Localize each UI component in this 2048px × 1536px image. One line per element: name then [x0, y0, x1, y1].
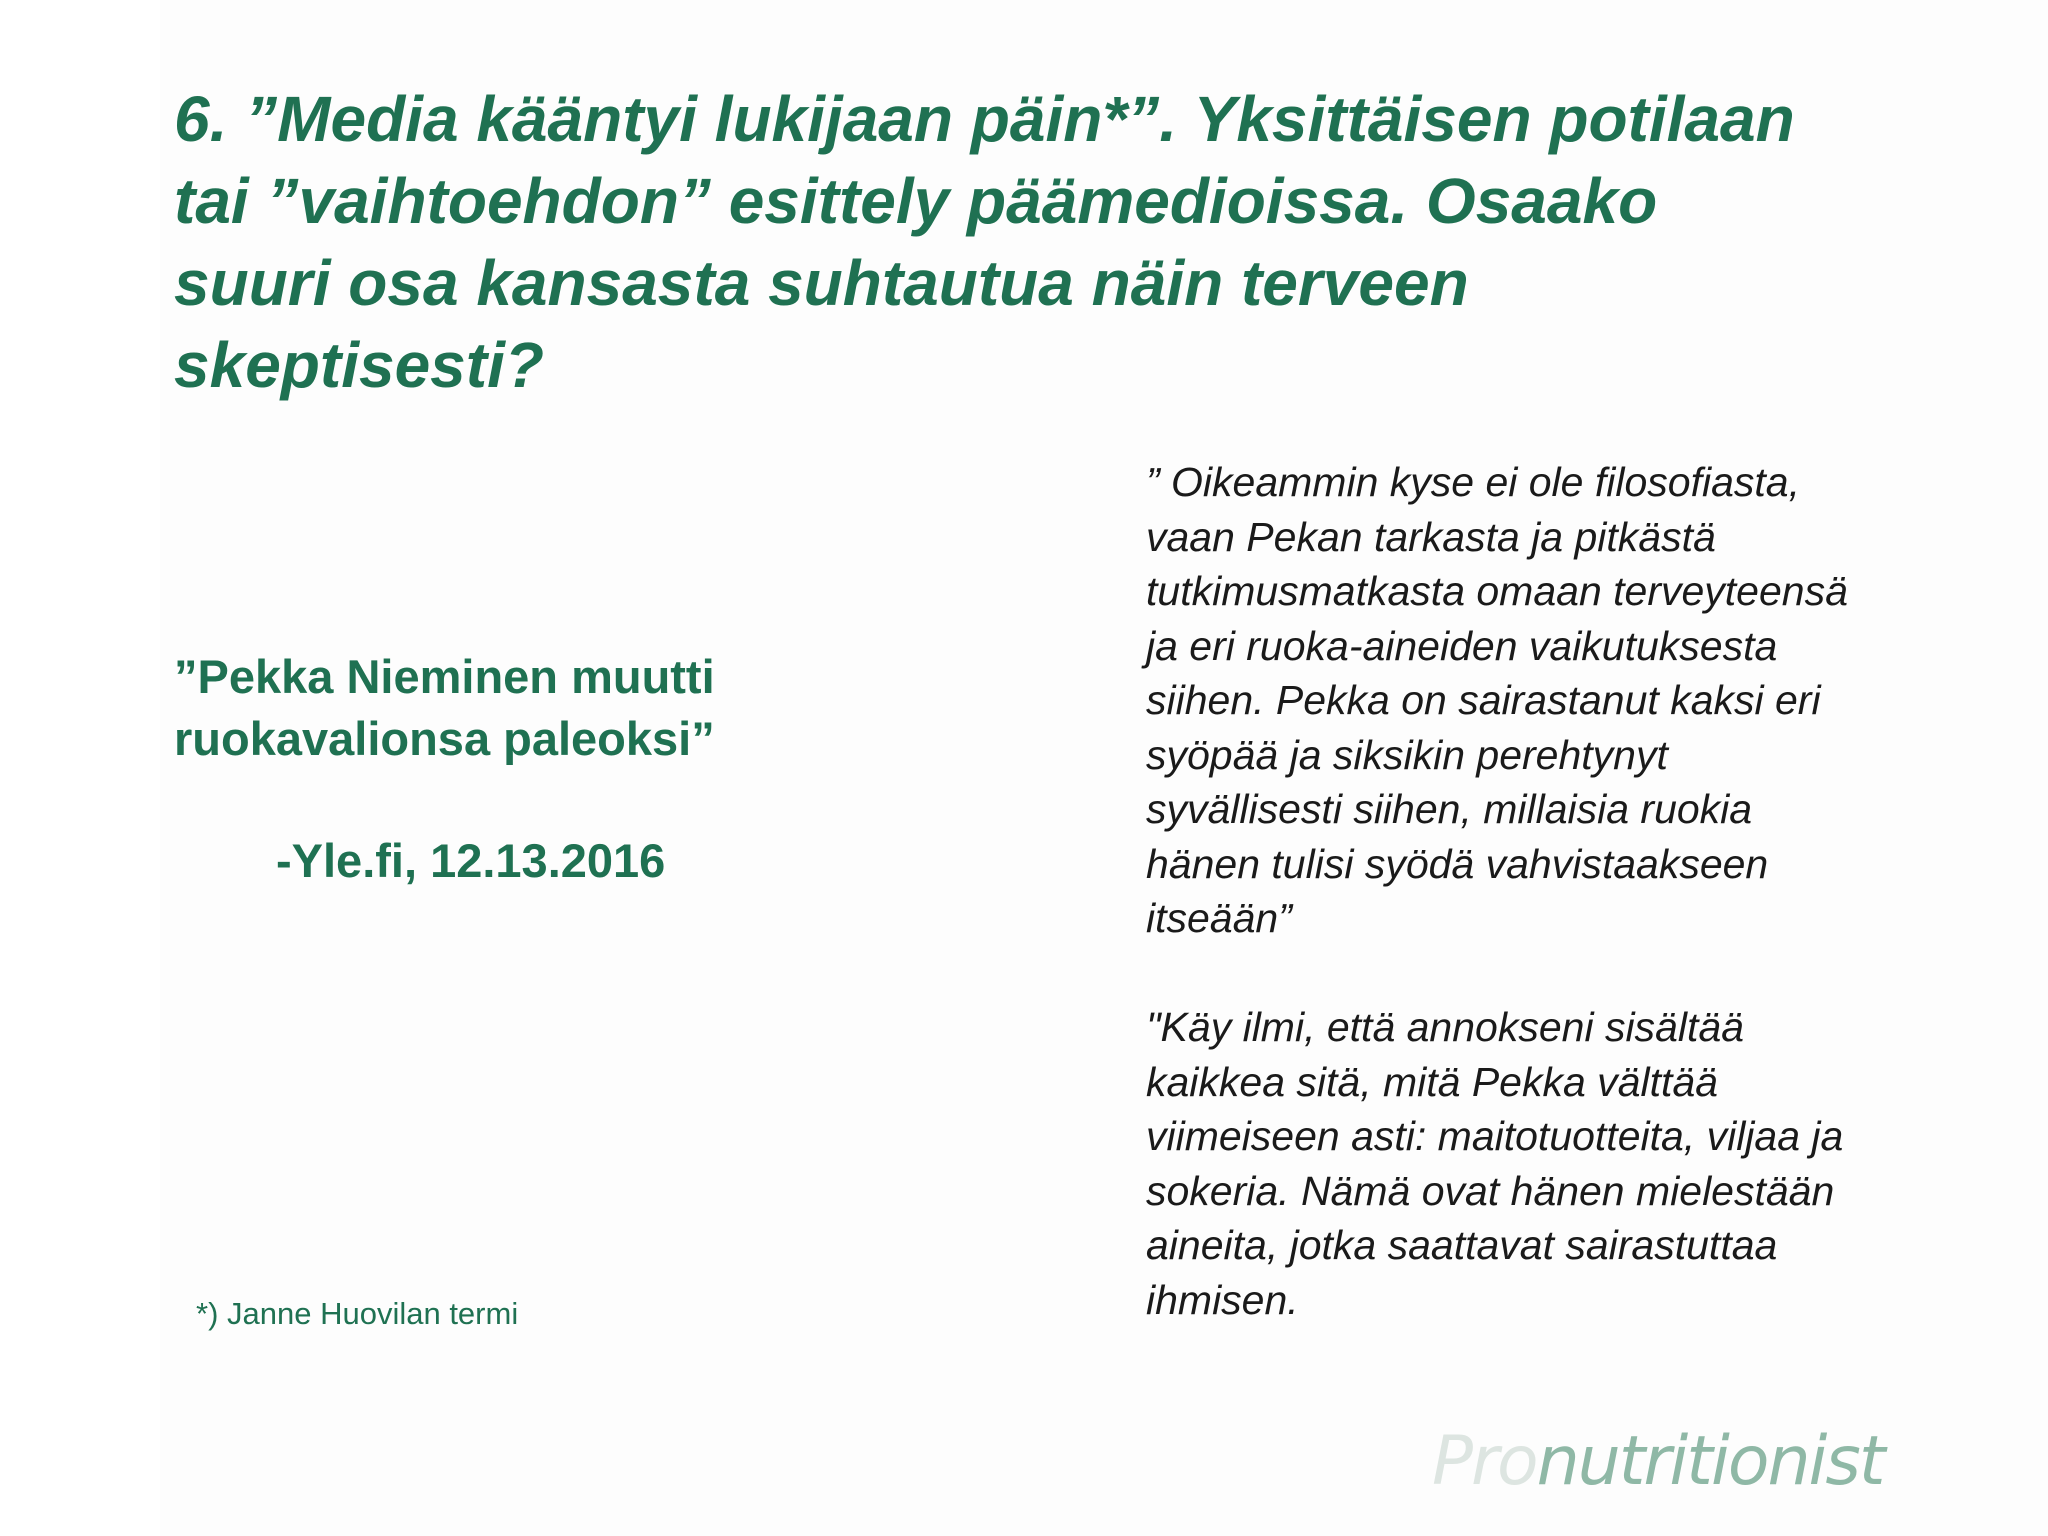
quote-line: hänen tulisi syödä vahvistaakseen — [1146, 840, 1769, 887]
article-headline — [174, 646, 715, 770]
quote-line: ” Oikeammin kyse ei ole filosofiasta, — [1146, 459, 1800, 505]
title-line: skeptisesti? — [174, 329, 544, 401]
quote-line: ja eri ruoka-aineiden vaikutuksesta — [1146, 622, 1778, 669]
title-line: 6. ”Media kääntyi lukijaan päin*”. Yksittäisen potilaan — [174, 83, 1795, 155]
logo-prefix: Pro — [1432, 1422, 1537, 1501]
headline-line: ”Pekka Nieminen muutti — [174, 650, 715, 703]
quote-line: sokeria. Nämä ovat hänen mielestään — [1146, 1167, 1835, 1214]
footnote: *) Janne Huovilan termi — [196, 1296, 519, 1331]
quote-block-2 — [1146, 1000, 1843, 1327]
article-source: -Yle.fi, 12.13.2016 — [276, 834, 666, 887]
quote-line: "Käy ilmi, että annokseni sisältää — [1146, 1004, 1744, 1050]
quote-line: ihmisen. — [1146, 1276, 1299, 1323]
logo-suffix: nutritionist — [1536, 1422, 1884, 1501]
quote-line: aineita, jotka saattavat sairastuttaa — [1146, 1222, 1778, 1268]
quote-line: itseään” — [1146, 895, 1292, 941]
slide-title — [174, 78, 1954, 406]
title-line: suuri osa kansasta suhtautua näin terveen — [174, 247, 1469, 319]
title-line: tai ”vaihtoehdon” esittely päämedioissa. Osaako — [174, 165, 1658, 237]
quote-line: siihen. Pekka on sairastanut kaksi eri — [1146, 677, 1821, 723]
headline-line: ruokavalionsa paleoksi” — [174, 712, 715, 765]
quote-line: viimeiseen asti: maitotuotteita, viljaa ja — [1146, 1113, 1844, 1159]
pronutritionist-logo — [1432, 1422, 1884, 1502]
quote-line: vaan Pekan tarkasta ja pitkästä — [1146, 513, 1716, 560]
quote-line: syvällisesti siihen, millaisia ruokia — [1146, 786, 1753, 832]
quote-line: tutkimusmatkasta omaan terveyteensä — [1146, 568, 1848, 614]
quote-line: syöpää ja siksikin perehtynyt — [1146, 731, 1668, 778]
quote-line: kaikkea sitä, mitä Pekka välttää — [1146, 1058, 1718, 1105]
quote-block-1 — [1146, 455, 1848, 946]
